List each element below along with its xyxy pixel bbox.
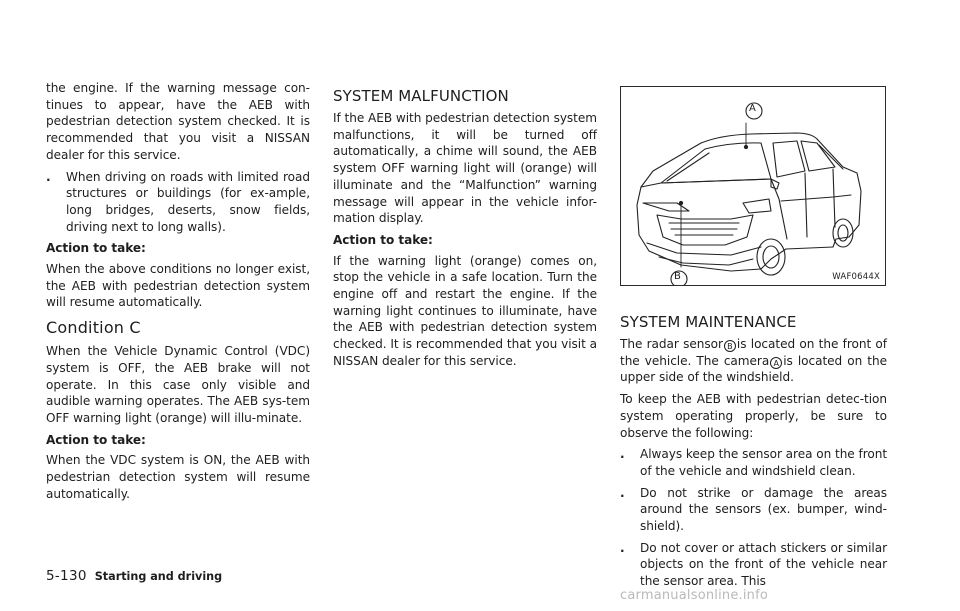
page-number: 5-130 [46, 568, 87, 584]
list-item: . Always keep the sensor area on the front of the vehicle and windshield clean. [620, 447, 888, 478]
paragraph: When the VDC system is ON, the AEB with pedestrian detection system will resume automatically. [46, 453, 310, 501]
action-heading: Action to take: [46, 432, 146, 447]
b-marker-icon: B [724, 340, 736, 352]
list-item: . When driving on roads with limited road structures or buildings (for ex-ample, long bridges, deserts, snow fields, driving next to long walls). [46, 169, 310, 234]
bullet-list [46, 169, 310, 236]
paragraph: To keep the AEB with pedestrian detec-tion system operating properly, be sure to observe the following: [620, 392, 887, 440]
column-right [620, 313, 887, 595]
vehicle-figure [620, 86, 886, 286]
list-item: . Do not cover or attach stickers or similar objects on the front of the vehicle near the sensor area. This [620, 540, 887, 589]
action-heading: Action to take: [333, 232, 433, 247]
callout-a-label: A [749, 103, 756, 114]
figure-code: WAF0644X [832, 272, 880, 282]
a-marker-icon: A [770, 357, 782, 369]
column-left [46, 80, 310, 507]
bullet-marker: . [620, 485, 625, 500]
section-name: Starting and driving [94, 570, 223, 583]
condition-heading: Condition C [46, 318, 141, 338]
bullet-marker: . [620, 540, 625, 555]
paragraph: When the Vehicle Dynamic Control (VDC) system is OFF, the AEB brake will not operate. In this case only visible and audible warning operates. The AEB sys-tem OFF warning light (orange) will illu-minate. [46, 344, 310, 425]
paragraph: When the above conditions no longer exist, the AEB with pedestrian detection system will resume automatically. [46, 262, 310, 310]
section-heading: SYSTEM MALFUNCTION [333, 87, 509, 105]
vehicle-illustration [621, 87, 885, 285]
paragraph: If the AEB with pedestrian detection system malfunctions, it will be turned off automatically, a chime will sound, the AEB system OFF warning light will (orange) will illuminate and the “Malfunction” warning message will appear in the vehicle infor-mation display. [333, 111, 597, 226]
page-footer [46, 568, 222, 584]
bullet-marker: . [620, 447, 625, 462]
bullet-marker: . [46, 169, 51, 184]
bullet-list [620, 446, 887, 590]
paragraph: the engine. If the warning message con-tinues to appear, have the AEB with pedestrian detection system checked. It is recommended that you visit a NISSAN dealer for this service. [46, 81, 310, 162]
list-item: . Do not strike or damage the areas around the sensors (ex. bumper, wind-shield). [620, 485, 887, 534]
paragraph: The radar sensor B is located on the front of the vehicle. The camera A is located on the upper side of the windshield. [620, 337, 887, 385]
section-heading: SYSTEM MAINTENANCE [620, 313, 797, 331]
paragraph: If the warning light (orange) comes on, stop the vehicle in a safe location. Turn the engine off and restart the engine. If the warning light continues to illuminate, have the AEB with pedestrian detection system checked. It is recommended that you visit a NISSAN dealer for this service. [333, 253, 597, 368]
column-middle [333, 87, 597, 375]
callout-b-label: B [674, 271, 681, 282]
watermark: carmanualsonline.info [620, 588, 769, 603]
action-heading: Action to take: [46, 241, 146, 256]
